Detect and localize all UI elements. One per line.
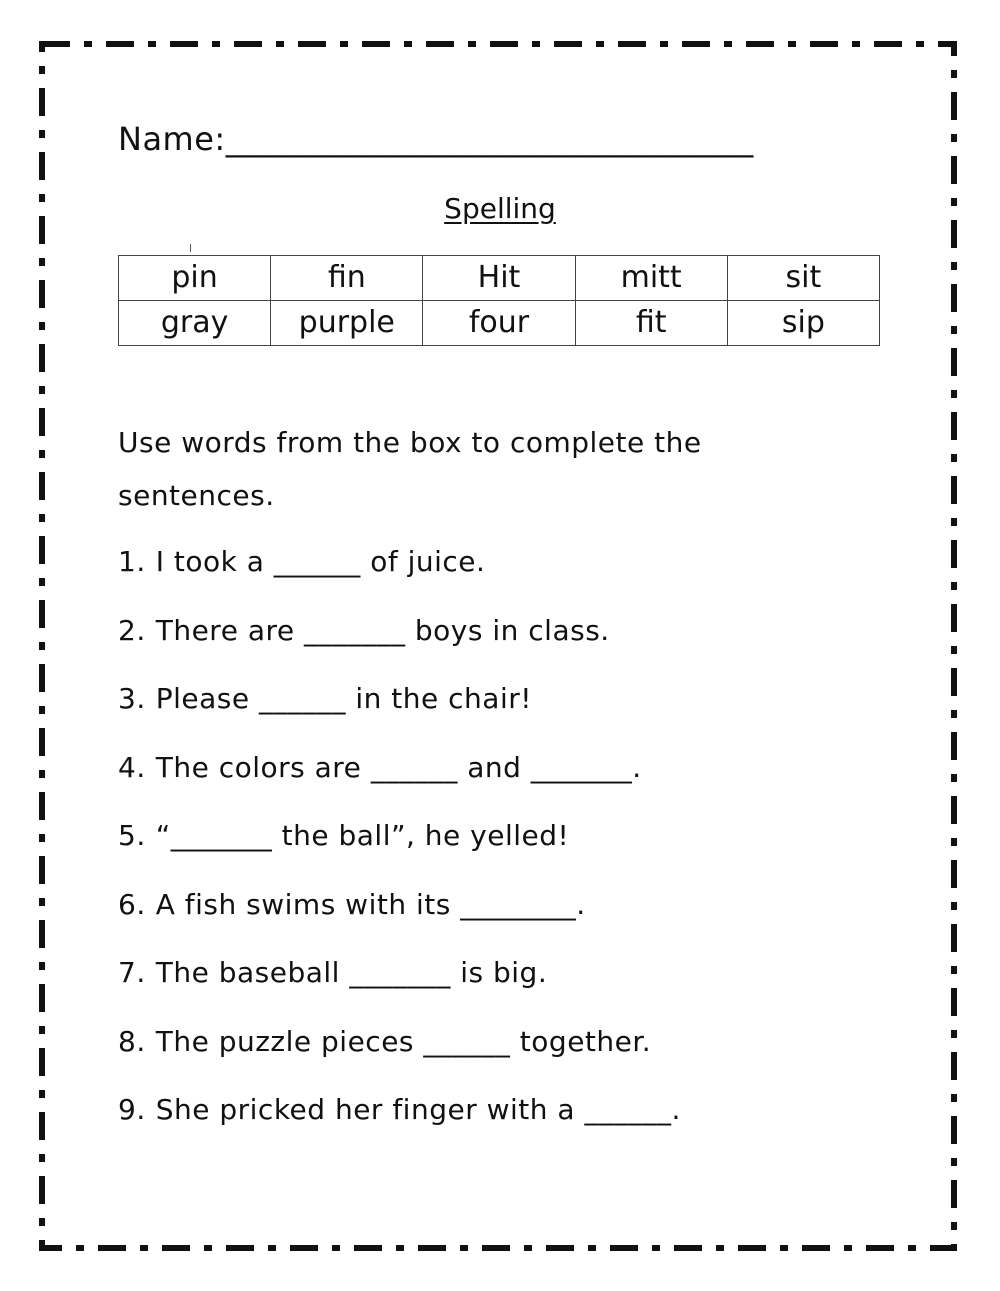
word-cell: fin: [271, 256, 423, 301]
sentence-list: [118, 540, 681, 1157]
sentence-item[interactable]: [118, 540, 681, 609]
sentence-text: I took a ______ of juice.: [155, 545, 486, 578]
word-box-row: [119, 256, 880, 301]
page-title: Spelling: [444, 192, 556, 225]
sentence-text: A fish swims with its ________.: [155, 887, 586, 921]
word-box-row: [119, 301, 880, 346]
word-cell: sit: [727, 256, 879, 301]
word-cell: fit: [575, 301, 727, 346]
sentence-item[interactable]: [118, 951, 681, 1020]
sentence-text: The colors are ______ and _______.: [155, 750, 642, 784]
sentence-item[interactable]: [118, 1088, 681, 1157]
sentence-number: 7.: [118, 956, 146, 989]
sentence-item[interactable]: [118, 746, 681, 815]
word-box: [118, 255, 880, 346]
word-cell: sip: [727, 301, 879, 346]
word-cell: purple: [271, 301, 423, 346]
sentence-number: 2.: [118, 613, 146, 647]
name-field[interactable]: [118, 120, 754, 158]
sentence-item[interactable]: [118, 1020, 681, 1089]
table-tick-mark: [190, 244, 191, 252]
sentence-item[interactable]: [118, 814, 681, 883]
sentence-item[interactable]: [118, 883, 681, 952]
sentence-number: 8.: [118, 1024, 146, 1058]
word-cell: pin: [119, 256, 271, 301]
word-cell: mitt: [575, 256, 727, 301]
sentence-number: 1.: [118, 545, 146, 578]
name-blank: ________________________________: [225, 120, 754, 158]
sentence-number: 3.: [118, 682, 146, 715]
word-cell: gray: [119, 301, 271, 346]
sentence-item[interactable]: [118, 677, 681, 746]
sentence-item[interactable]: [118, 609, 681, 678]
sentence-text: The puzzle pieces ______ together.: [155, 1024, 652, 1058]
word-cell: Hit: [423, 256, 575, 301]
sentence-text: The baseball _______ is big.: [155, 956, 548, 989]
instructions: Use words from the box to complete the sentences.: [118, 426, 702, 512]
sentence-number: 4.: [118, 750, 146, 784]
sentence-number: 9.: [118, 1093, 146, 1126]
sentence-number: 6.: [118, 887, 146, 921]
word-cell: four: [423, 301, 575, 346]
sentence-text: “_______ the ball”, he yelled!: [155, 819, 570, 852]
sentence-number: 5.: [118, 819, 146, 852]
sentence-text: There are _______ boys in class.: [155, 613, 610, 647]
name-label: Name:: [118, 120, 226, 158]
sentence-text: Please ______ in the chair!: [155, 682, 532, 715]
sentence-text: She pricked her finger with a ______.: [155, 1093, 681, 1126]
